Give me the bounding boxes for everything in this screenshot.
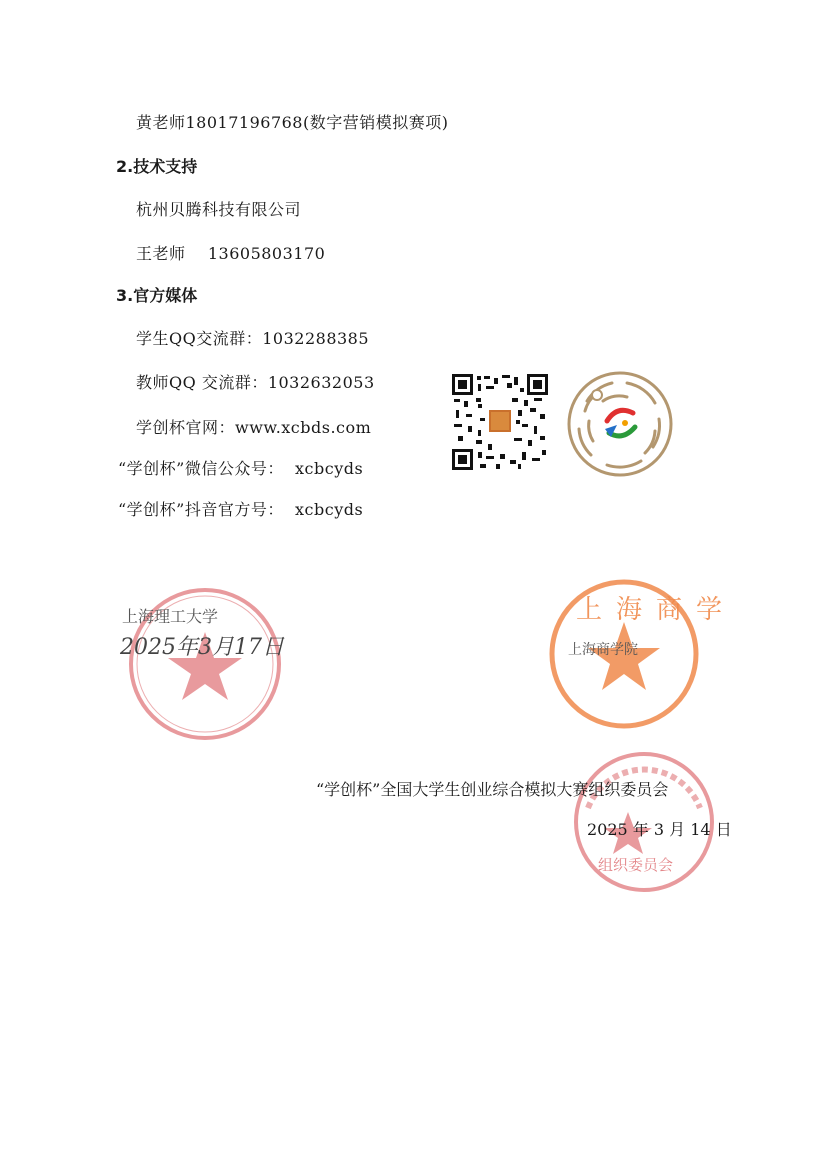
douyin-account: “学创杯”抖音官方号： xcbcyds bbox=[118, 500, 364, 519]
sbs-seal-arc-text: 上海商学 bbox=[576, 595, 737, 625]
contact-huang: 黄老师18017196768(数字营销模拟赛项) bbox=[136, 113, 449, 132]
wechat-account: “学创杯”微信公众号： xcbcyds bbox=[118, 459, 364, 478]
tech-support-contact: 王老师 13605803170 bbox=[136, 244, 326, 263]
tech-support-company: 杭州贝腾科技有限公司 bbox=[136, 200, 302, 219]
wechat-qr-code bbox=[452, 374, 548, 470]
tech-support-heading: 2.技术支持 bbox=[116, 157, 198, 176]
student-qq-group: 学生QQ交流群：1032288385 bbox=[136, 329, 370, 348]
mini-program-code bbox=[567, 371, 673, 477]
organizer-name: “学创杯”全国大学生创业综合模拟大赛组织委员会 bbox=[316, 780, 669, 799]
usst-seal-text: 上海理工大学 bbox=[122, 607, 219, 626]
sbs-seal bbox=[546, 576, 737, 736]
teacher-qq-group: 教师QQ 交流群：1032632053 bbox=[136, 373, 375, 392]
usst-signature-date: 2025年3月17日 bbox=[120, 635, 284, 660]
document-date: 2025 年 3 月 14 日 bbox=[587, 820, 732, 839]
committee-seal-text: 组织委员会 bbox=[598, 856, 674, 874]
sbs-seal-text: 上海商学院 bbox=[568, 642, 638, 658]
official-media-heading: 3.官方媒体 bbox=[116, 286, 198, 305]
usst-seal bbox=[120, 584, 290, 744]
official-website: 学创杯官网：www.xcbds.com bbox=[136, 418, 372, 437]
